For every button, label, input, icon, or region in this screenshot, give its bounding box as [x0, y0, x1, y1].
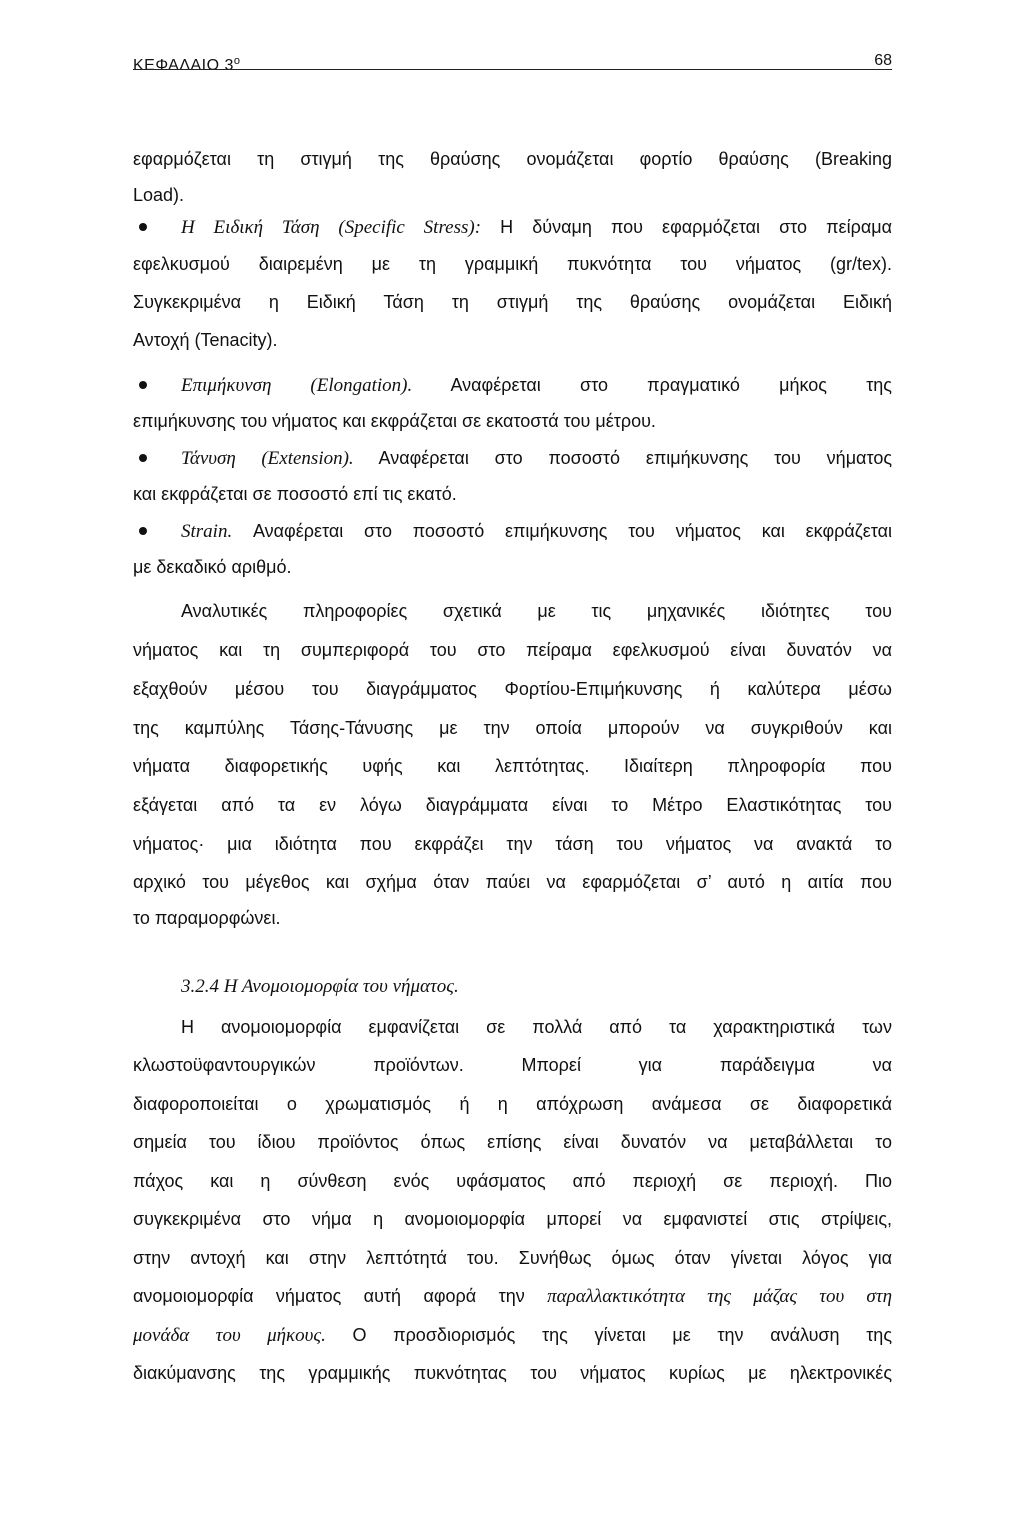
list-item-strain: Strain. Αναφέρεται στο ποσοστό επιμήκυνσης του νήματος και εκφράζεται: [181, 521, 892, 542]
text-line: νήματα διαφορετικής υφής και λεπτότητας. Ιδιαίτερη πληροφορία που: [133, 756, 892, 776]
text-line: κλωστοϋφαντουργικών προϊόντων. Μπορεί για παράδειγμα να: [133, 1055, 892, 1075]
text-line: διακύμανσης της γραμμικής πυκνότητας του νήματος κυρίως με ηλεκτρονικές: [133, 1363, 892, 1383]
text-line: νήματος· μια ιδιότητα που εκφράζει την τάση του νήματος να ανακτά το: [133, 834, 892, 854]
text-line: εφαρμόζεται τη στιγμή της θραύσης ονομάζεται φορτίο θραύσης (Breaking: [133, 149, 892, 169]
bullet-icon: [139, 454, 147, 462]
text-line: το παραμορφώνει.: [133, 908, 281, 928]
bullet-icon: [139, 223, 147, 231]
text-line: σημεία του ίδιου προϊόντος όπως επίσης είναι δυνατόν να μεταβάλλεται το: [133, 1132, 892, 1152]
text-line: Αντοχή (Tenacity).: [133, 330, 278, 350]
chapter-title: ΚΕΦΑΛΑΙΟ $3^o$: [133, 55, 241, 74]
list-item-specific-stress: Η Ειδική Τάση (Specific Stress): Η δύναμη που εφαρμόζεται στο πείραμα: [181, 217, 892, 238]
text-line: στην αντοχή και στην λεπτότητά του. Συνήθως όμως όταν γίνεται λόγος για: [133, 1248, 892, 1268]
list-item-extension: Τάνυση (Extension). Αναφέρεται στο ποσοστό επιμήκυνσης του νήματος: [181, 448, 892, 469]
section-heading: 3.2.4 Η Ανομοιομορφία του νήματος.: [181, 976, 459, 997]
page-number: 68: [874, 52, 892, 69]
text-line: εξάγεται από τα εν λόγω διαγράμματα είναι το Μέτρο Ελαστικότητας του: [133, 795, 892, 815]
text-line: Load).: [133, 185, 185, 205]
text-line: Συγκεκριμένα η Ειδική Τάση τη στιγμή της θραύσης ονομάζεται Ειδική: [133, 292, 892, 312]
bullet-icon: [139, 527, 147, 535]
text-line: εφελκυσμού διαιρεμένη με τη γραμμική πυκνότητα του νήματος (gr/tex).: [133, 254, 892, 274]
list-item-elongation: Επιμήκυνση (Elongation). Αναφέρεται στο πραγματικό μήκος της: [181, 375, 892, 396]
header-rule: [133, 69, 892, 70]
text-line: επιμήκυνσης του νήματος και εκφράζεται σε εκατοστά του μέτρου.: [133, 411, 656, 431]
text-line: της καμπύλης Τάσης-Τάνυσης με την οποία μπορούν να συγκριθούν και: [133, 718, 892, 738]
paragraph-first-line: Αναλυτικές πληροφορίες σχετικά με τις μηχανικές ιδιότητες του: [181, 601, 892, 621]
text-line: πάχος και η σύνθεση ενός υφάσματος από περιοχή σε περιοχή. Πιο: [133, 1171, 892, 1191]
text-line: και εκφράζεται σε ποσοστό επί τις εκατό.: [133, 484, 457, 504]
text-line: νήματος και τη συμπεριφορά του στο πείραμα εφελκυσμού είναι δυνατόν να: [133, 640, 892, 660]
text-line: ανομοιομορφία νήματος αυτή αφορά την παραλλακτικότητα της μάζας του στη: [133, 1286, 892, 1307]
text-line: μονάδα του μήκους. Ο προσδιορισμός της γίνεται με την ανάλυση της: [133, 1325, 892, 1346]
text-line: συγκεκριμένα στο νήμα η ανομοιομορφία μπορεί να εμφανιστεί στις στρίψεις,: [133, 1209, 892, 1229]
text-line: διαφοροποιείται ο χρωματισμός ή η απόχρωση ανάμεσα σε διαφορετικά: [133, 1094, 892, 1114]
paragraph-first-line: Η ανομοιομορφία εμφανίζεται σε πολλά από τα χαρακτηριστικά των: [181, 1017, 892, 1037]
text-line: αρχικό του μέγεθος και σχήμα όταν παύει να εφαρμόζεται σ’ αυτό η αιτία που: [133, 872, 892, 892]
text-line: εξαχθούν μέσου του διαγράμματος Φορτίου-Επιμήκυνσης ή καλύτερα μέσω: [133, 679, 892, 699]
bullet-icon: [139, 381, 147, 389]
text-line: με δεκαδικό αριθμό.: [133, 557, 292, 577]
